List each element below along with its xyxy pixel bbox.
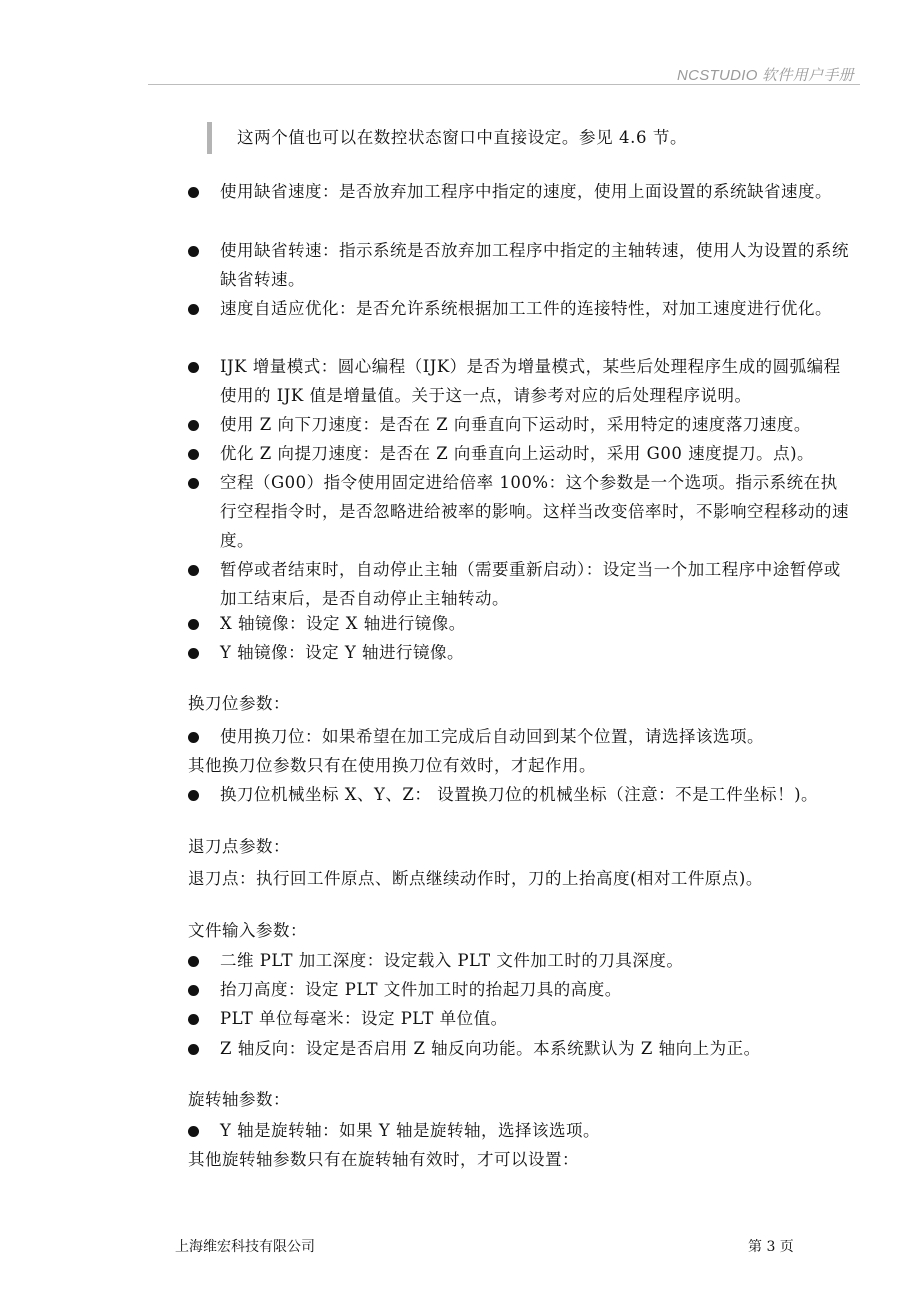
tool-change-note: 其他换刀位参数只有在使用换刀位有效时，才起作用。 xyxy=(188,756,596,775)
retract-text: 退刀点：执行回工件原点、断点继续动作时，刀的上抬高度(相对工件原点)。 xyxy=(188,869,763,888)
bullet-icon xyxy=(188,956,199,967)
list-item xyxy=(188,722,853,751)
list-item xyxy=(188,975,853,1004)
note-bar xyxy=(207,122,212,154)
list-item-text: 使用缺省速度：是否放弃加工程序中指定的速度，使用上面设置的系统缺省速度。 xyxy=(220,182,832,201)
bullet-icon xyxy=(188,304,199,315)
list-item-text: Z 轴反向：设定是否启用 Z 轴反向功能。本系统默认为 Z 轴向上为正。 xyxy=(220,1039,761,1058)
bullet-icon xyxy=(188,187,199,198)
bullet-icon xyxy=(188,648,199,659)
list-item xyxy=(188,177,853,206)
section-heading-retract: 退刀点参数： xyxy=(188,837,290,856)
list-item-text: IJK 增量模式：圆心编程（IJK）是否为增量模式，某些后处理程序生成的圆弧编程使用的 IJK 值是增量值。关于这一点，请参考对应的后处理程序说明。 xyxy=(220,357,841,405)
list-item xyxy=(188,1116,853,1145)
bullet-icon xyxy=(188,478,199,489)
list-item-text: X 轴镜像：设定 X 轴进行镜像。 xyxy=(220,614,466,633)
bullet-icon xyxy=(188,246,199,257)
list-item xyxy=(188,946,853,975)
footer-page-number: 第 3 页 xyxy=(748,1239,794,1255)
list-item xyxy=(188,1034,853,1063)
list-item xyxy=(188,236,853,294)
list-item-text: 抬刀高度：设定 PLT 文件加工时的抬起刀具的高度。 xyxy=(220,980,622,999)
bullet-icon xyxy=(188,1044,199,1055)
list-item-text: 二维 PLT 加工深度：设定载入 PLT 文件加工时的刀具深度。 xyxy=(220,951,684,970)
list-item-text: 优化 Z 向提刀速度：是否在 Z 向垂直向上运动时，采用 G00 速度提刀。点)。 xyxy=(220,444,815,463)
list-item-text: Y 轴是旋转轴：如果 Y 轴是旋转轴，选择该选项。 xyxy=(220,1121,601,1140)
bullet-icon xyxy=(188,732,199,743)
header-title: NCSTUDIO 软件用户手册 xyxy=(676,67,854,84)
list-item xyxy=(188,780,853,809)
list-item xyxy=(188,1004,853,1033)
section-heading-tool-change: 换刀位参数： xyxy=(188,694,290,713)
bullet-icon xyxy=(188,420,199,431)
footer-company: 上海维宏科技有限公司 xyxy=(175,1239,315,1255)
bullet-icon xyxy=(188,619,199,630)
list-item xyxy=(188,410,853,439)
header-rule xyxy=(148,84,860,85)
list-item xyxy=(188,555,853,613)
list-item-text: Y 轴镜像：设定 Y 轴进行镜像。 xyxy=(220,643,465,662)
list-item-text: 速度自适应优化：是否允许系统根据加工工件的连接特性，对加工速度进行优化。 xyxy=(220,299,832,318)
section-heading-rotary: 旋转轴参数： xyxy=(188,1090,290,1109)
list-item xyxy=(188,439,853,468)
list-item-text: 使用换刀位：如果希望在加工完成后自动回到某个位置，请选择该选项。 xyxy=(220,727,764,746)
list-item xyxy=(188,609,853,638)
section-heading-file-input: 文件输入参数： xyxy=(188,921,307,940)
list-item-text: PLT 单位每毫米：设定 PLT 单位值。 xyxy=(220,1009,508,1028)
bullet-icon xyxy=(188,790,199,801)
list-item xyxy=(188,638,853,667)
list-item xyxy=(188,352,853,410)
list-item-text: 换刀位机械坐标 X、Y、Z： 设置换刀位的机械坐标（注意：不是工件坐标！)。 xyxy=(220,785,819,804)
list-item-text: 使用 Z 向下刀速度：是否在 Z 向垂直向下运动时，采用特定的速度落刀速度。 xyxy=(220,415,811,434)
list-item xyxy=(188,294,853,323)
list-item-text: 空程（G00）指令使用固定进给倍率 100%：这个参数是一个选项。指示系统在执行空程指令时，是否忽略进给被率的影响。这样当改变倍率时，不影响空程移动的速度。 xyxy=(220,473,849,550)
bullet-icon xyxy=(188,1126,199,1137)
bullet-icon xyxy=(188,1014,199,1025)
bullet-icon xyxy=(188,985,199,996)
bullet-icon xyxy=(188,362,199,373)
list-item-text: 使用缺省转速：指示系统是否放弃加工程序中指定的主轴转速，使用人为设置的系统缺省转速。 xyxy=(220,241,849,289)
bullet-icon xyxy=(188,565,199,576)
bullet-icon xyxy=(188,449,199,460)
rotary-note: 其他旋转轴参数只有在旋转轴有效时，才可以设置： xyxy=(188,1150,579,1169)
note-text: 这两个值也可以在数控状态窗口中直接设定。参见 4.6 节。 xyxy=(237,128,688,147)
list-item-text: 暂停或者结束时，自动停止主轴（需要重新启动）：设定当一个加工程序中途暂停或加工结束后，是否自动停止主轴转动。 xyxy=(220,560,841,608)
list-item xyxy=(188,468,853,555)
